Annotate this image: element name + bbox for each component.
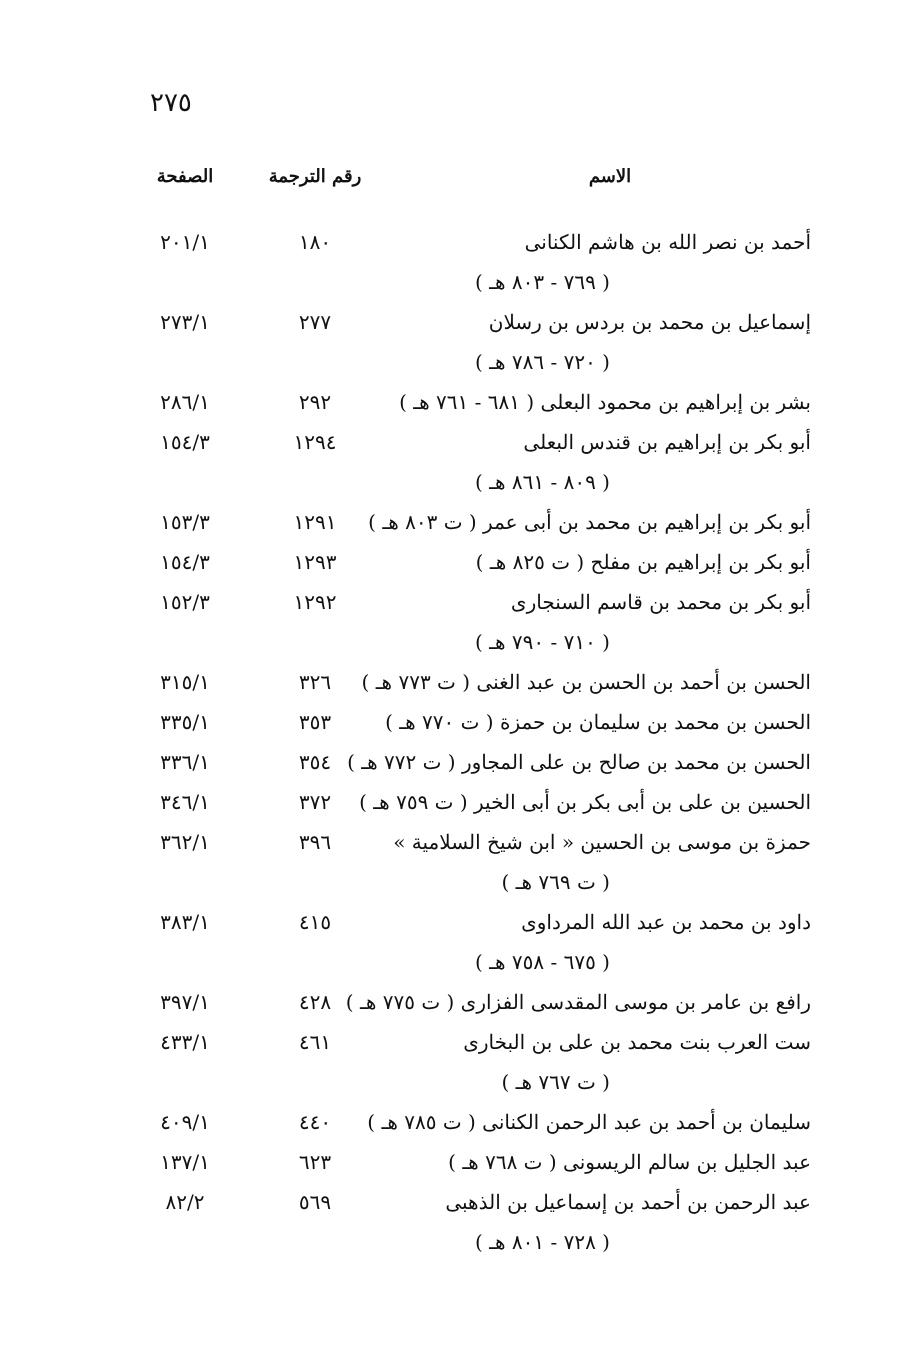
table-row <box>0 662 911 702</box>
entry-page: ٣٣٥/١ <box>160 710 210 734</box>
entry-number: ١٢٩٣ <box>293 550 337 574</box>
entry-page: ٣٣٦/١ <box>160 750 210 774</box>
table-row-dates <box>0 622 911 662</box>
entry-number: ٣٥٤ <box>298 750 332 774</box>
entry-page: ٤٣٣/١ <box>160 1030 210 1054</box>
table-row <box>0 302 911 342</box>
entry-name: ست العرب بنت محمد بن على بن البخارى <box>463 1030 811 1054</box>
header-name: الاسم <box>588 166 632 187</box>
entry-name: بشر بن إبراهيم بن محمود البعلى ( ٦٨١ - ٧٦١ هـ ) <box>399 390 811 414</box>
entry-number: ٣٩٦ <box>298 830 332 854</box>
entry-page: ٣٩٧/١ <box>160 990 210 1014</box>
entry-page: ١٥٣/٣ <box>160 510 210 534</box>
entry-number: ٤٤٠ <box>298 1110 332 1134</box>
entry-dates: ( ٧٦٩ - ٨٠٣ هـ ) <box>474 270 610 294</box>
entry-name: عبد الرحمن بن أحمد بن إسماعيل بن الذهبى <box>445 1190 811 1214</box>
page-number: ٢٧٥ <box>150 88 192 118</box>
table-row <box>0 542 911 582</box>
entry-page: ٣٦٢/١ <box>160 830 210 854</box>
entry-dates: ( ٧٢٠ - ٧٨٦ هـ ) <box>474 350 610 374</box>
entry-name: عبد الجليل بن سالم الريسونى ( ت ٧٦٨ هـ ) <box>448 1150 811 1174</box>
entry-page: ٣٨٣/١ <box>160 910 210 934</box>
table-row <box>0 982 911 1022</box>
entry-name: الحسن بن محمد بن سليمان بن حمزة ( ت ٧٧٠ هـ ) <box>385 710 811 734</box>
entry-name: إسماعيل بن محمد بن بردس بن رسلان <box>488 310 811 334</box>
entry-name: الحسين بن على بن أبى بكر بن أبى الخير ( ت ٧٥٩ هـ ) <box>359 790 811 814</box>
entry-number: ٦٢٣ <box>298 1150 332 1174</box>
entry-name: الحسن بن أحمد بن الحسن بن عبد الغنى ( ت ٧٧٣ هـ ) <box>361 670 811 694</box>
entry-number: ٢٧٧ <box>298 310 332 334</box>
entry-number: ٢٩٢ <box>298 390 332 414</box>
table-row-dates <box>0 1062 911 1102</box>
entry-page: ١٥٤/٣ <box>160 430 210 454</box>
entry-dates: ( ٧٢٨ - ٨٠١ هـ ) <box>474 1230 610 1254</box>
entry-dates: ( ت ٧٦٩ هـ ) <box>501 870 610 894</box>
entry-number: ١٢٩٤ <box>293 430 337 454</box>
entry-name: الحسن بن محمد بن صالح بن على المجاور ( ت ٧٧٢ هـ ) <box>347 750 811 774</box>
table-row <box>0 702 911 742</box>
entry-number: ١٨٠ <box>298 230 332 254</box>
entry-number: ١٢٩١ <box>293 510 337 534</box>
entry-page: ٢٠١/١ <box>160 230 210 254</box>
table-row <box>0 1182 911 1222</box>
table-row-dates <box>0 342 911 382</box>
entry-dates: ( ٧١٠ - ٧٩٠ هـ ) <box>474 630 610 654</box>
entry-number: ٣٥٣ <box>298 710 332 734</box>
entry-number: ٤٦١ <box>298 1030 332 1054</box>
table-row <box>0 502 911 542</box>
table-row-dates <box>0 262 911 302</box>
table-row <box>0 902 911 942</box>
entry-name: حمزة بن موسى بن الحسين « ابن شيخ السلامية » <box>393 830 811 854</box>
table-row <box>0 1022 911 1062</box>
entry-name: أحمد بن نصر الله بن هاشم الكنانى <box>524 230 811 254</box>
table-row <box>0 582 911 622</box>
entry-number: ٤١٥ <box>298 910 332 934</box>
table-row <box>0 822 911 862</box>
entry-name: أبو بكر بن إبراهيم بن مفلح ( ت ٨٢٥ هـ ) <box>475 550 811 574</box>
entry-number: ٣٧٢ <box>298 790 332 814</box>
table-row-dates <box>0 1222 911 1262</box>
entry-page: ٣١٥/١ <box>160 670 210 694</box>
entry-name: أبو بكر بن إبراهيم بن قندس البعلى <box>523 430 811 454</box>
entry-name: أبو بكر بن محمد بن قاسم السنجارى <box>510 590 811 614</box>
table-row <box>0 782 911 822</box>
entry-page: ٣٤٦/١ <box>160 790 210 814</box>
header-number: رقم الترجمة <box>268 166 362 187</box>
entry-page: ٨٢/٢ <box>165 1190 205 1214</box>
table-row <box>0 382 911 422</box>
entry-dates: ( ت ٧٦٧ هـ ) <box>501 1070 610 1094</box>
table-row-dates <box>0 862 911 902</box>
entry-name: سليمان بن أحمد بن عبد الرحمن الكنانى ( ت ٧٨٥ هـ ) <box>367 1110 811 1134</box>
entry-dates: ( ٦٧٥ - ٧٥٨ هـ ) <box>474 950 610 974</box>
entry-number: ٥٦٩ <box>298 1190 332 1214</box>
entry-page: ١٣٧/١ <box>160 1150 210 1174</box>
entry-page: ١٥٢/٣ <box>160 590 210 614</box>
entry-dates: ( ٨٠٩ - ٨٦١ هـ ) <box>474 470 610 494</box>
entry-page: ٤٠٩/١ <box>160 1110 210 1134</box>
table-row <box>0 222 911 262</box>
table-row-dates <box>0 462 911 502</box>
header-page: الصفحة <box>156 166 214 187</box>
table-header <box>0 166 911 196</box>
entry-number: ٤٢٨ <box>298 990 332 1014</box>
entry-page: ٢٧٣/١ <box>160 310 210 334</box>
entry-number: ١٢٩٢ <box>293 590 337 614</box>
entry-name: رافع بن عامر بن موسى المقدسى الفزارى ( ت ٧٧٥ هـ ) <box>345 990 811 1014</box>
index-table <box>0 222 911 1262</box>
entry-number: ٣٢٦ <box>298 670 332 694</box>
entry-name: أبو بكر بن إبراهيم بن محمد بن أبى عمر ( ت ٨٠٣ هـ ) <box>368 510 811 534</box>
entry-page: ١٥٤/٣ <box>160 550 210 574</box>
table-row <box>0 742 911 782</box>
table-row <box>0 422 911 462</box>
entry-name: داود بن محمد بن عبد الله المرداوى <box>521 910 811 934</box>
entry-page: ٢٨٦/١ <box>160 390 210 414</box>
table-row <box>0 1142 911 1182</box>
table-row-dates <box>0 942 911 982</box>
table-row <box>0 1102 911 1142</box>
